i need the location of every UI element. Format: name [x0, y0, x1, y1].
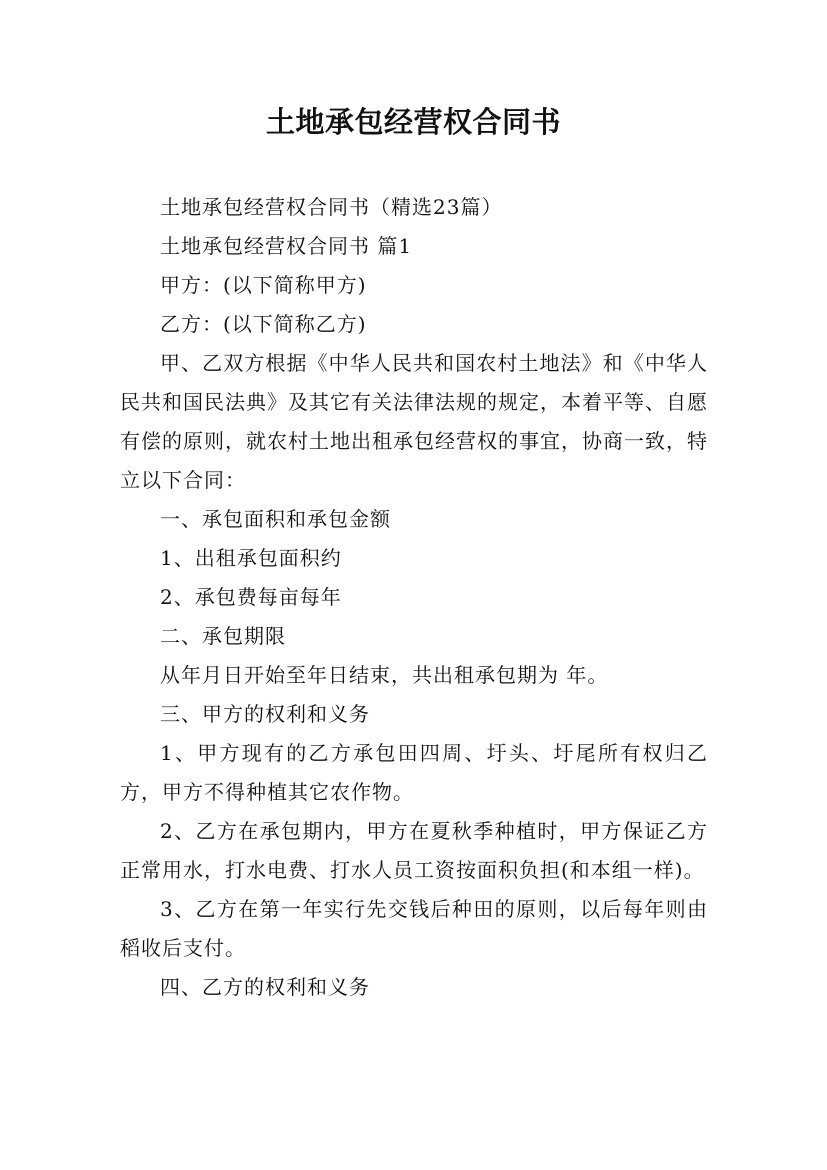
paragraph-lease-fee: 2、承包费每亩每年	[160, 585, 342, 609]
paragraph-heading-party-b-rights: 四、乙方的权利和义务	[160, 975, 370, 999]
paragraph-collection-title: 土地承包经营权合同书（精选23篇）	[160, 195, 503, 219]
paragraph-preamble: 甲、乙双方根据《中华人民共和国农村土地法》和《中华人民共和国民法典》及其它有关法律法规的规定，本着平等、自愿有偿的原则，就农村土地出租承包经营权的事宜，协商一致，特立以下合同：	[120, 351, 708, 492]
paragraph-party-a-right-3: 3、乙方在第一年实行先交钱后种田的原则，以后每年则由稻收后支付。	[120, 897, 708, 960]
paragraph-party-a-right-1: 1、甲方现有的乙方承包田四周、圩头、圩尾所有权归乙方，甲方不得种植其它农作物。	[120, 741, 708, 804]
paragraph-section-title: 土地承包经营权合同书 篇1	[160, 234, 413, 258]
paragraph-party-a-right-2: 2、乙方在承包期内，甲方在夏秋季种植时，甲方保证乙方正常用水，打水电费、打水人员工资按面积负担(和本组一样)。	[120, 819, 708, 882]
paragraph-heading-term: 二、承包期限	[160, 624, 286, 648]
paragraph-heading-party-a-rights: 三、甲方的权利和义务	[160, 702, 370, 726]
document-title: 土地承包经营权合同书	[265, 105, 561, 139]
paragraph-party-b: 乙方：(以下简称乙方)	[160, 312, 367, 336]
paragraph-heading-area-amount: 一、承包面积和承包金额	[160, 507, 391, 531]
paragraph-party-a: 甲方：(以下简称甲方)	[160, 273, 367, 297]
document-body	[120, 188, 708, 1007]
paragraph-lease-area: 1、出租承包面积约	[160, 546, 342, 570]
paragraph-term-detail: 从年月日开始至年日结束，共出租承包期为 年。	[160, 663, 609, 687]
